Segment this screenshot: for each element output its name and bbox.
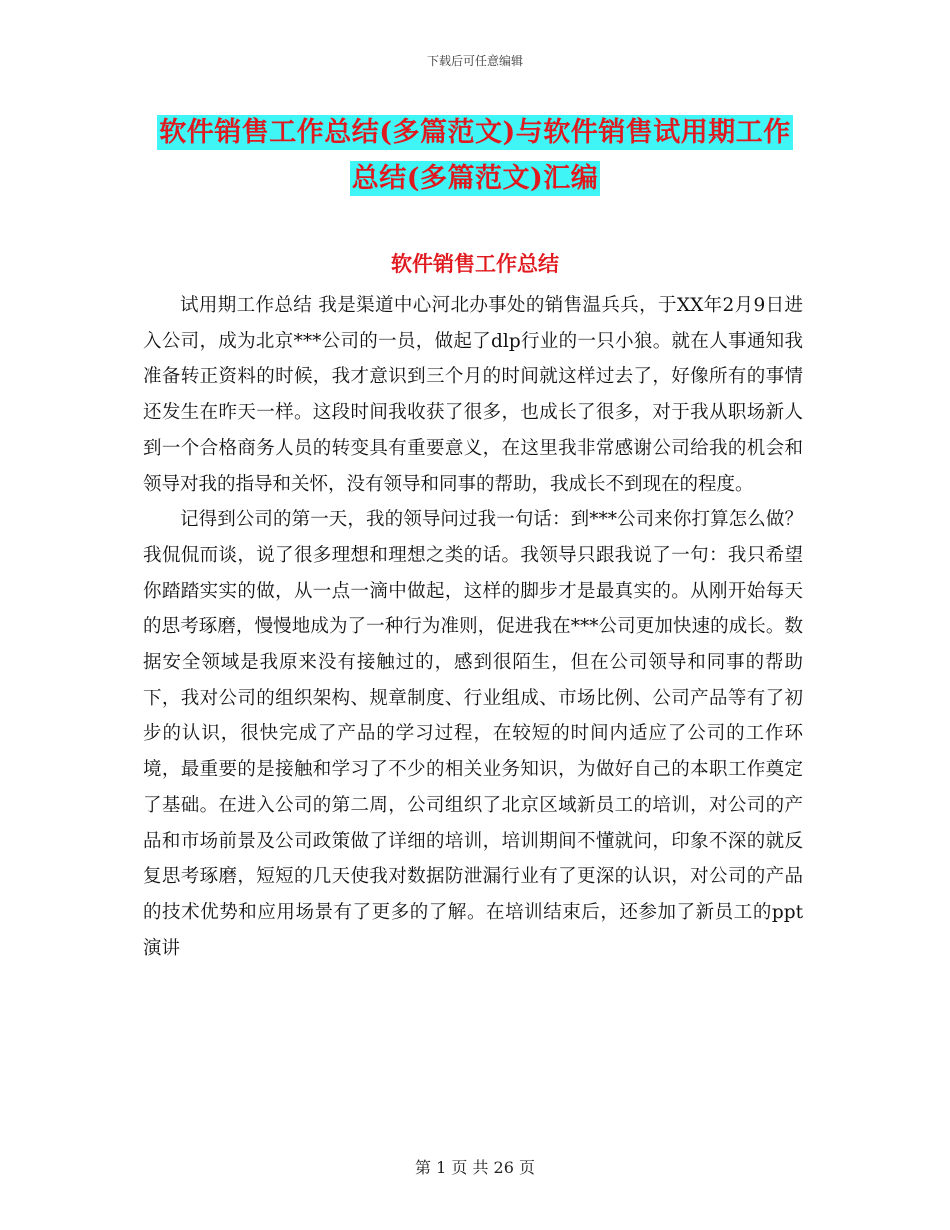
- document-title: [140, 110, 810, 202]
- header-note: 下载后可任意编辑: [426, 54, 523, 68]
- title-line-1: 软件销售工作总结(多篇范文)与软件销售试用期工作: [159, 117, 791, 148]
- paragraph: 记得到公司的第一天，我的领导问过我一句话：到***公司来你打算怎么做？我侃侃而谈，说了很多理想和理想之类的话。我领导只跟我说了一句：我只希望你踏踏实实的做，从一点一滴中做起，这样的脚步才是最真实的。从刚开始每天的思考琢磨，慢慢地成为了一种行为准则，促进我在***公司更加快速的成长。数据安全领域是我原来没有接触过的，感到很陌生，但在公司领导和同事的帮助下，我对公司的组织架构、规章制度、行业组成、市场比例、公司产品等有了初步的认识，很快完成了产品的学习过程，在较短的时间内适应了公司的工作环境，最重要的是接触和学习了不少的相关业务知识，为做好自己的本职工作奠定了基础。在进入公司的第二周，公司组织了北京区域新员工的培训，对公司的产品和市场前景及公司政策做了详细的培训，培训期间不懂就问，印象不深的就反复思考琢磨，短短的几天使我对数据防泄漏行业有了更深的认识，对公司的产品的技术优势和应用场景有了更多的了解。在培训结束后，还参加了新员工的ppt演讲: [143, 509, 803, 959]
- title-line-2: 总结(多篇范文)汇编: [351, 163, 599, 194]
- section-title: 软件销售工作总结: [391, 251, 559, 276]
- page-footer: 第 1 页 共 26 页: [415, 1158, 535, 1177]
- paragraph: 试用期工作总结 我是渠道中心河北办事处的销售温兵兵，于XX年2月9日进入公司，成为北京***公司的一员，做起了dlp行业的一只小狼。就在人事通知我准备转正资料的时候，我才意识到三个月的时间就这样过去了，好像所有的事情还发生在昨天一样。这段时间我收获了很多，也成长了很多，对于我从职场新人到一个合格商务人员的转变具有重要意义，在这里我非常感谢公司给我的机会和领导对我的指导和关怀，没有领导和同事的帮助，我成长不到现在的程度。: [143, 295, 803, 495]
- body-text: [143, 288, 803, 966]
